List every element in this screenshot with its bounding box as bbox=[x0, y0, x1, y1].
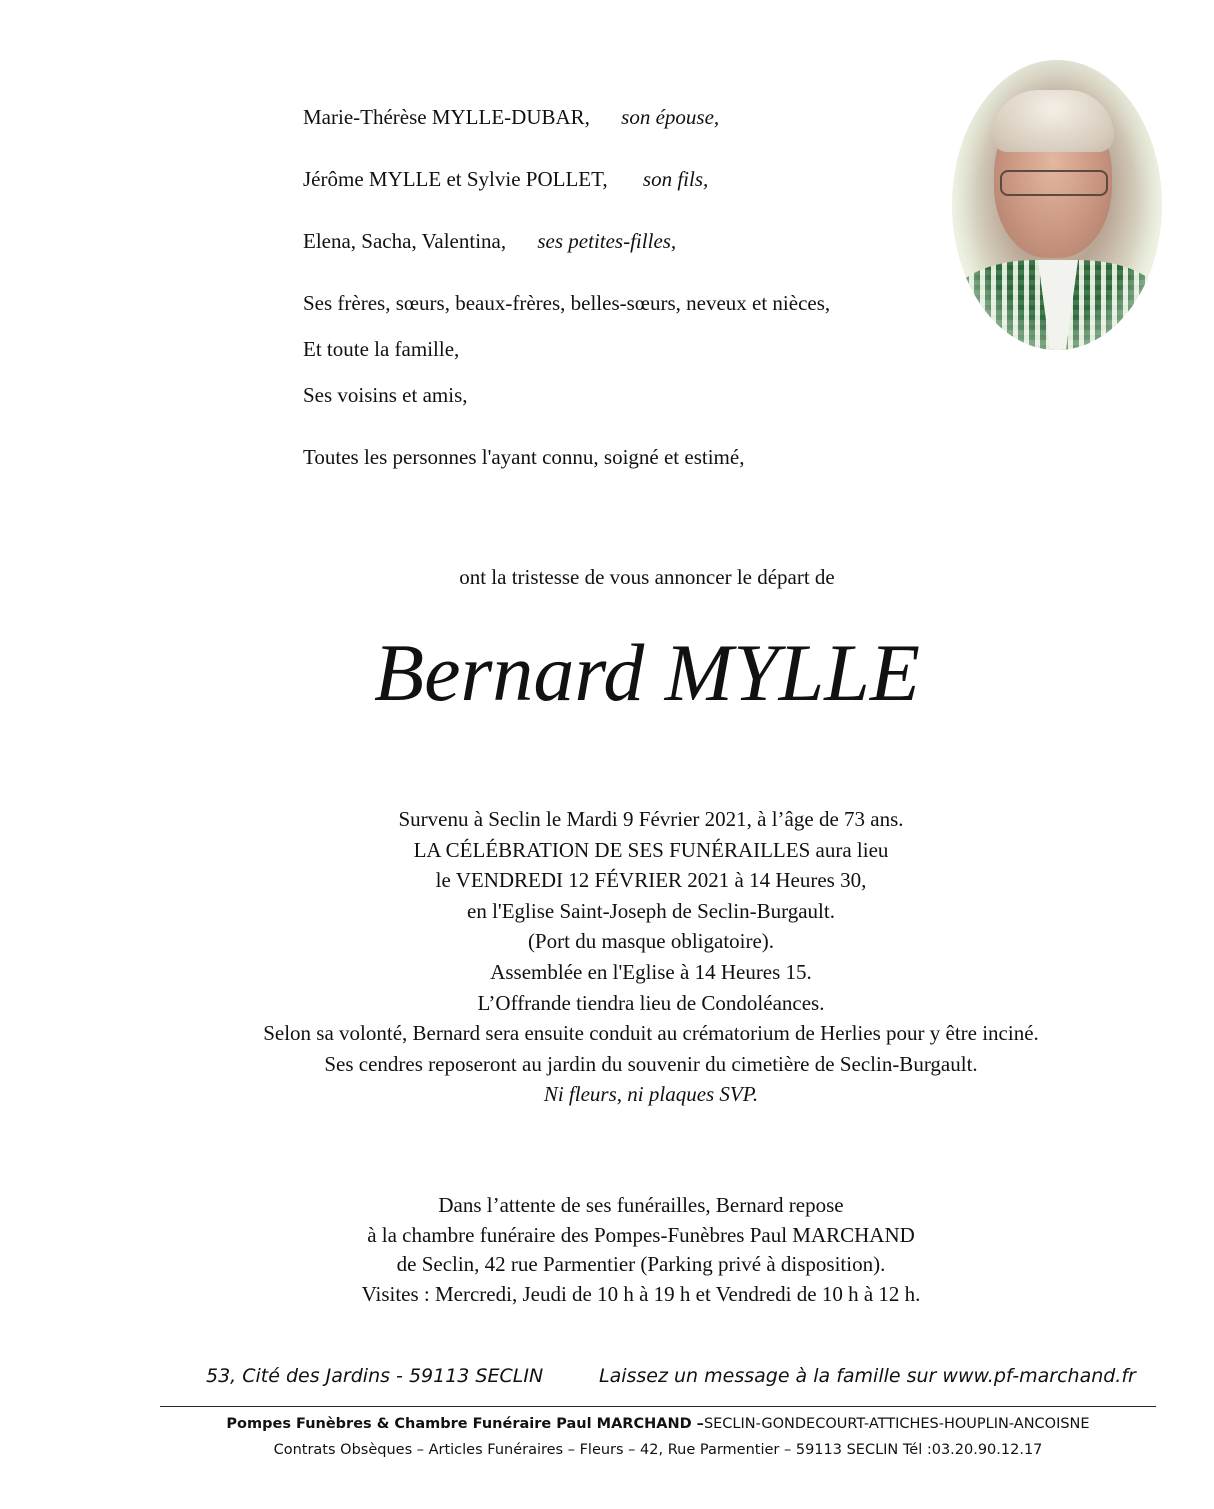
footer-divider bbox=[160, 1406, 1156, 1407]
resting-info bbox=[0, 1191, 1214, 1309]
family-line bbox=[303, 444, 744, 470]
company-name: Pompes Funèbres & Chambre Funéraire Paul MARCHAND – bbox=[226, 1416, 704, 1432]
details-line: Assemblée en l'Eglise à 14 Heures 15. bbox=[490, 959, 812, 984]
details-line: L’Offrande tiendra lieu de Condoléances. bbox=[477, 990, 825, 1015]
family-names: Et toute la famille, bbox=[303, 337, 460, 361]
details-line: Survenu à Seclin le Mardi 9 Février 2021, à l’âge de 73 ans. bbox=[398, 807, 904, 831]
deceased-name: Bernard MYLLE bbox=[374, 627, 920, 718]
company-locations: SECLIN-GONDECOURT-ATTICHES-HOUPLIN-ANCOISNE bbox=[703, 1416, 1090, 1432]
details-line: Selon sa volonté, Bernard sera ensuite conduit au crématorium de Herlies pour y être inciné. bbox=[263, 1021, 1039, 1046]
funeral-details bbox=[0, 804, 1214, 1110]
resting-line: à la chambre funéraire des Pompes-Funèbres Paul MARCHAND bbox=[367, 1222, 915, 1247]
details-line: (Port du masque obligatoire). bbox=[527, 929, 775, 954]
details-line: Ses cendres reposeront au jardin du souvenir du cimetière de Seclin-Burgault. bbox=[324, 1051, 978, 1076]
resting-line: de Seclin, 42 rue Parmentier (Parking privé à disposition). bbox=[396, 1252, 886, 1277]
announcement-text: ont la tristesse de vous annoncer le départ de bbox=[459, 565, 835, 589]
family-line bbox=[303, 336, 459, 362]
family-names: Elena, Sacha, Valentina, bbox=[303, 229, 507, 253]
family-names: Jérôme MYLLE et Sylvie POLLET, bbox=[303, 167, 608, 191]
family-line bbox=[303, 228, 676, 254]
portrait-photo bbox=[952, 60, 1162, 350]
resting-line: Dans l’attente de ses funérailles, Bernard repose bbox=[438, 1193, 844, 1217]
footer-message: Laissez un message à la famille sur www.pf-marchand.fr bbox=[599, 1365, 1136, 1387]
portrait-vignette bbox=[952, 60, 1162, 350]
family-line bbox=[303, 290, 830, 316]
family-names: Ses frères, sœurs, beaux-frères, belles-sœurs, neveux et nièces, bbox=[303, 291, 831, 315]
contracts-line: Contrats Obsèques – Articles Funéraires – Fleurs – 42, Rue Parmentier – 59113 SECLIN Tél :03.20.90.12.17 bbox=[273, 1442, 1043, 1458]
family-line bbox=[303, 104, 719, 130]
company-line bbox=[0, 1416, 1214, 1432]
family-names: Ses voisins et amis, bbox=[303, 383, 468, 407]
family-relation: son fils, bbox=[642, 167, 709, 191]
details-line: LA CÉLÉBRATION DE SES FUNÉRAILLES aura lieu bbox=[413, 837, 889, 862]
details-line: Ni fleurs, ni plaques SVP. bbox=[543, 1082, 759, 1107]
family-relation: son épouse, bbox=[621, 105, 720, 129]
family-names: Marie-Thérèse MYLLE-DUBAR, bbox=[303, 105, 590, 129]
family-line bbox=[303, 166, 708, 192]
family-names: Toutes les personnes l'ayant connu, soigné et estimé, bbox=[303, 445, 745, 469]
details-line: en l'Eglise Saint-Joseph de Seclin-Burgault. bbox=[467, 898, 835, 923]
resting-line: Visites : Mercredi, Jeudi de 10 h à 19 h et Vendredi de 10 h à 12 h. bbox=[361, 1281, 921, 1306]
details-line: le VENDREDI 12 FÉVRIER 2021 à 14 Heures 30, bbox=[435, 868, 867, 893]
family-relation: ses petites-filles, bbox=[537, 229, 677, 253]
footer-address: 53, Cité des Jardins - 59113 SECLIN bbox=[206, 1365, 544, 1387]
family-line bbox=[303, 382, 468, 408]
